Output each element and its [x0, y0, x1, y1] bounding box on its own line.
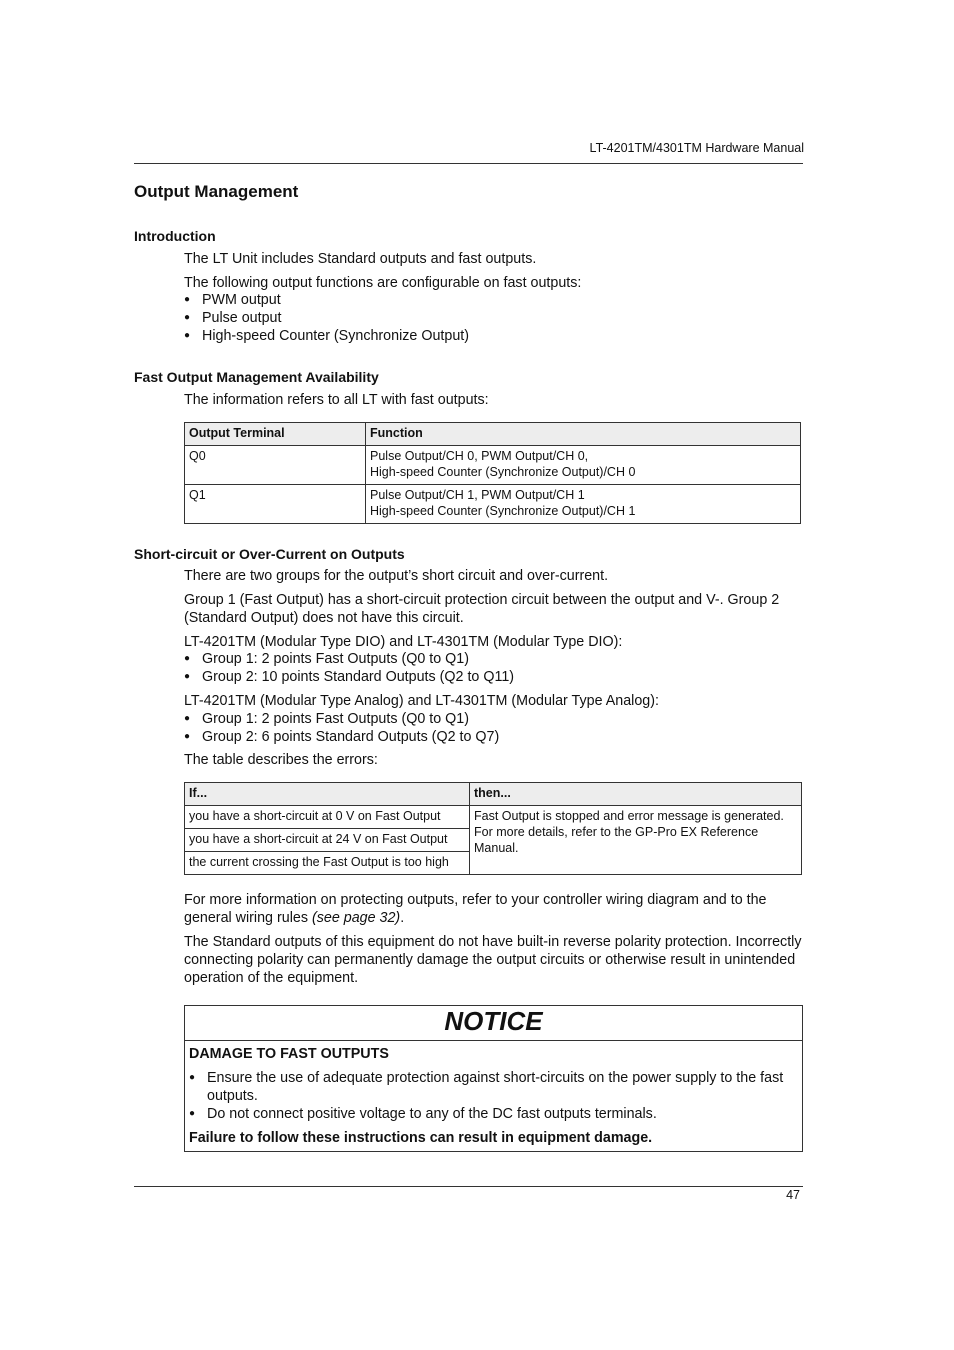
list-item: ● Group 1: 2 points Fast Outputs (Q0 to Q1) — [184, 650, 514, 668]
table-cell — [366, 446, 801, 485]
table-cell: Q1 — [185, 485, 366, 524]
list-item: ● Ensure the use of adequate protection against short-circuits on the power supply to the fast outputs. — [189, 1069, 798, 1105]
notice-footer: Failure to follow these instructions can result in equipment damage. — [189, 1130, 653, 1146]
table-header: Output Terminal — [185, 423, 366, 446]
section-title: Output Management — [134, 182, 299, 201]
intro-function-list — [184, 291, 469, 345]
list-item: ● PWM output — [184, 291, 469, 309]
notice-subtitle: DAMAGE TO FAST OUTPUTS — [189, 1046, 389, 1062]
table-header: If... — [185, 783, 470, 806]
intro-paragraph-1: The LT Unit includes Standard outputs and fast outputs. — [184, 251, 537, 267]
cell-line: Pulse Output/CH 1, PWM Output/CH 1 — [370, 488, 585, 502]
availability-paragraph: The information refers to all LT with fast outputs: — [184, 392, 489, 408]
error-table-intro: The table describes the errors: — [184, 752, 378, 768]
list-item: ● Pulse output — [184, 309, 469, 327]
error-table — [184, 782, 802, 875]
availability-heading: Fast Output Management Availability — [134, 369, 379, 385]
cell-line: For more details, refer to the GP-Pro EX Reference Manual. — [474, 825, 759, 855]
analog-group-list — [184, 710, 499, 746]
cell-line: Pulse Output/CH 0, PWM Output/CH 0, — [370, 449, 589, 463]
list-item: ● High-speed Counter (Synchronize Output) — [184, 327, 469, 345]
table-row — [185, 485, 801, 524]
table-header: then... — [470, 783, 802, 806]
cell-line: High-speed Counter (Synchronize Output)/CH 0 — [370, 465, 636, 479]
short-circuit-paragraph-2: Group 1 (Fast Output) has a short-circuit protection circuit between the output and V-. Group 2 (Standard Output) does not have this circuit. — [184, 592, 780, 626]
short-circuit-paragraph-1: There are two groups for the output’s short circuit and over-current. — [184, 568, 609, 584]
list-item: ● Group 1: 2 points Fast Outputs (Q0 to Q1) — [184, 710, 499, 728]
footer-rule — [134, 1186, 803, 1187]
paragraph-end: . — [400, 910, 405, 926]
short-circuit-heading: Short-circuit or Over-Current on Outputs — [134, 546, 405, 562]
wiring-reference-paragraph — [184, 891, 804, 927]
list-item: ● Group 2: 6 points Standard Outputs (Q2 to Q7) — [184, 728, 499, 746]
dio-models-paragraph: LT-4201TM (Modular Type DIO) and LT-4301TM (Modular Type DIO): — [184, 634, 623, 650]
table-cell: Q0 — [185, 446, 366, 485]
table-cell: you have a short-circuit at 24 V on Fast Output — [185, 829, 470, 852]
table-header: Function — [366, 423, 801, 446]
paragraph-text: For more information on protecting outputs, refer to your controller wiring diagram and to the general wiring rules — [184, 892, 767, 926]
notice-title: NOTICE — [185, 1006, 802, 1041]
list-item: ● Do not connect positive voltage to any of the DC fast outputs terminals. — [189, 1105, 798, 1123]
notice-box — [184, 1005, 803, 1152]
cell-line: Fast Output is stopped and error message is generated. — [474, 809, 784, 823]
notice-body — [185, 1041, 802, 1151]
analog-models-paragraph: LT-4201TM (Modular Type Analog) and LT-4301TM (Modular Type Analog): — [184, 693, 659, 709]
intro-paragraph-2: The following output functions are configurable on fast outputs: — [184, 275, 582, 291]
table-cell — [470, 806, 802, 875]
table-cell — [366, 485, 801, 524]
table-row — [185, 446, 801, 485]
intro-heading: Introduction — [134, 228, 216, 244]
table-cell: the current crossing the Fast Output is too high — [185, 852, 470, 875]
cell-line: High-speed Counter (Synchronize Output)/CH 1 — [370, 504, 636, 518]
table-cell: you have a short-circuit at 0 V on Fast Output — [185, 806, 470, 829]
notice-list — [189, 1069, 798, 1123]
table-row — [185, 806, 802, 829]
dio-group-list — [184, 650, 514, 686]
page-reference-link[interactable]: (see page 32) — [311, 910, 401, 926]
header-rule — [134, 163, 803, 164]
output-terminal-table — [184, 422, 801, 524]
polarity-paragraph: The Standard outputs of this equipment do not have built-in reverse polarity protection. Incorrectly connecting polarity can permanently damage the output circuits or otherwise result in unintended operation of the equipment. — [184, 934, 802, 986]
list-item: ● Group 2: 10 points Standard Outputs (Q2 to Q11) — [184, 668, 514, 686]
manual-title: LT-4201TM/4301TM Hardware Manual — [589, 141, 804, 155]
page-number: 47 — [786, 1188, 800, 1202]
